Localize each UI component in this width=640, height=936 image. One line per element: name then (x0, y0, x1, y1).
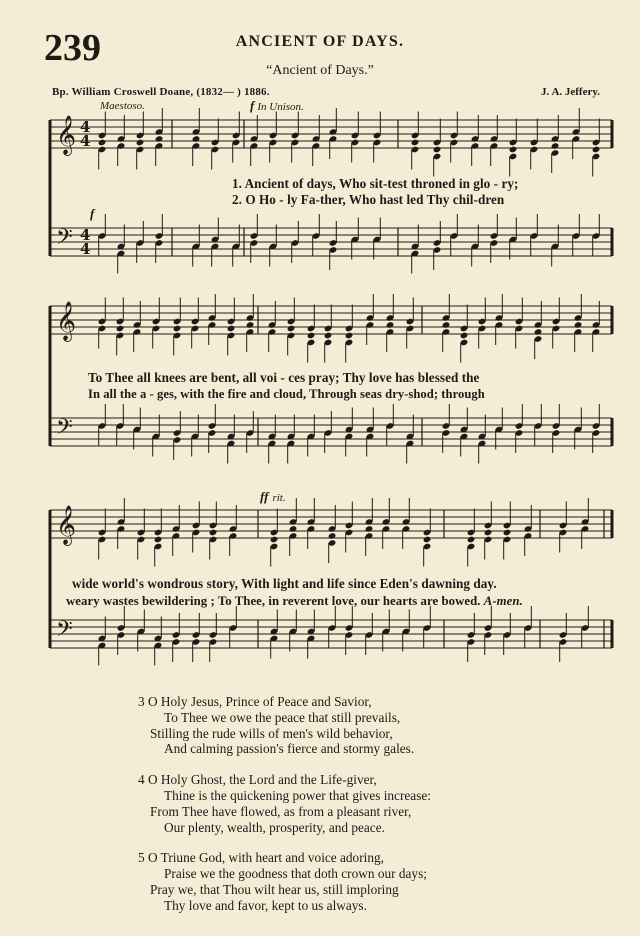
lyric-line: wide world's wondrous story, With light and life since Eden's dawning day. (72, 576, 497, 591)
verse-line: And calming passion's fierce and stormy gales. (164, 741, 415, 757)
notehead (116, 325, 125, 333)
notehead (270, 536, 279, 544)
additional-verses (138, 694, 431, 929)
notehead (509, 146, 518, 154)
notehead (592, 146, 601, 154)
time-signature: 4 (80, 132, 91, 150)
treble-clef: 𝄞 (56, 115, 77, 155)
notehead (386, 321, 395, 329)
notehead (227, 325, 236, 333)
notehead (365, 525, 374, 533)
notehead (411, 139, 420, 147)
notehead (287, 325, 296, 333)
notehead (484, 529, 493, 537)
bass-clef: 𝄢 (56, 617, 73, 647)
notehead (345, 332, 354, 340)
notehead (574, 321, 583, 329)
notehead (467, 536, 476, 544)
composer-credit: J. A. Jeffery. (541, 86, 600, 98)
verse-5 (138, 850, 431, 913)
lyric-line: 1. Ancient of days, Who sit-test throned in glo - ry; (232, 176, 519, 191)
tune-name: “Ancient of Days.” (266, 63, 374, 78)
notehead (423, 536, 432, 544)
verse-line: From Thee have flowed, as from a pleasant river, (150, 803, 412, 819)
notehead (433, 146, 442, 154)
bass-clef: 𝄢 (56, 225, 73, 255)
ritardando-marking: rit. (272, 492, 286, 504)
lyric-line: 2. O Ho - ly Fa-ther, Who hast led Thy chil-dren (232, 192, 505, 207)
notehead (460, 332, 469, 340)
hymn-number: 239 (44, 27, 101, 69)
verse-line: 4 O Holy Ghost, the Lord and the Life-giver, (138, 772, 377, 788)
time-signature: 4 (80, 118, 91, 136)
dynamic-forte: f (250, 98, 255, 113)
notehead (173, 325, 182, 333)
verse-line: Thy love and favor, kept to us always. (164, 897, 367, 913)
notehead (192, 135, 201, 143)
notehead (246, 321, 255, 329)
notehead (503, 529, 512, 537)
hymn-title: ANCIENT OF DAYS. (235, 33, 405, 50)
bass-clef: 𝄢 (56, 415, 73, 445)
verse-line: 3 O Holy Jesus, Prince of Peace and Savior, (138, 694, 372, 709)
dynamic-forte-bass: f (90, 206, 95, 221)
verse-line: To Thee we owe the peace that still prevails, (164, 709, 401, 725)
notehead (289, 525, 298, 533)
unison-marking: In Unison. (257, 101, 304, 113)
author-credit: Bp. William Croswell Doane, (1832— ) 1886. (52, 86, 270, 98)
notehead (328, 532, 337, 540)
notehead (98, 139, 107, 147)
verse-3 (138, 694, 431, 757)
notehead (534, 328, 543, 336)
notehead (551, 142, 560, 150)
notehead (136, 139, 145, 147)
verse-line: Thine is the quickening power that gives increase: (164, 787, 431, 803)
verse-line: Our plenty, wealth, prosperity, and peace. (164, 819, 385, 835)
treble-clef: 𝄞 (56, 301, 77, 341)
lyric-line: In all the a - ges, with the fire and cloud, Through seas dry-shod; through (88, 387, 485, 401)
notehead (442, 321, 451, 329)
verse-line: Pray we, that Thou wilt hear us, still imploring (150, 881, 399, 897)
verse-line: Praise we the goodness that doth crown our days; (164, 866, 427, 882)
verse-4 (138, 772, 431, 835)
time-signature: 4 (80, 240, 91, 258)
verse-line: Stilling the rude wills of men's wild behavior, (150, 725, 393, 741)
amen-text: A-men. (483, 594, 523, 608)
verse-line: 5 O Triune God, with heart and voice adoring, (138, 850, 384, 866)
notehead (307, 332, 316, 340)
lyric-text: weary wastes bewildering ; To Thee, in reverent love, our hearts are bowed. (66, 594, 481, 608)
treble-clef: 𝄞 (56, 505, 77, 545)
dynamic-fortissimo: ff (260, 489, 269, 504)
tempo-marking: Maestoso. (100, 100, 145, 112)
lyric-line: To Thee all knees are bent, all voi - ces pray; Thy love has blessed the (88, 370, 480, 385)
notehead (154, 536, 163, 544)
time-signature: 4 (80, 226, 91, 244)
notehead (155, 135, 164, 143)
notehead (209, 529, 218, 537)
notehead (324, 332, 333, 340)
